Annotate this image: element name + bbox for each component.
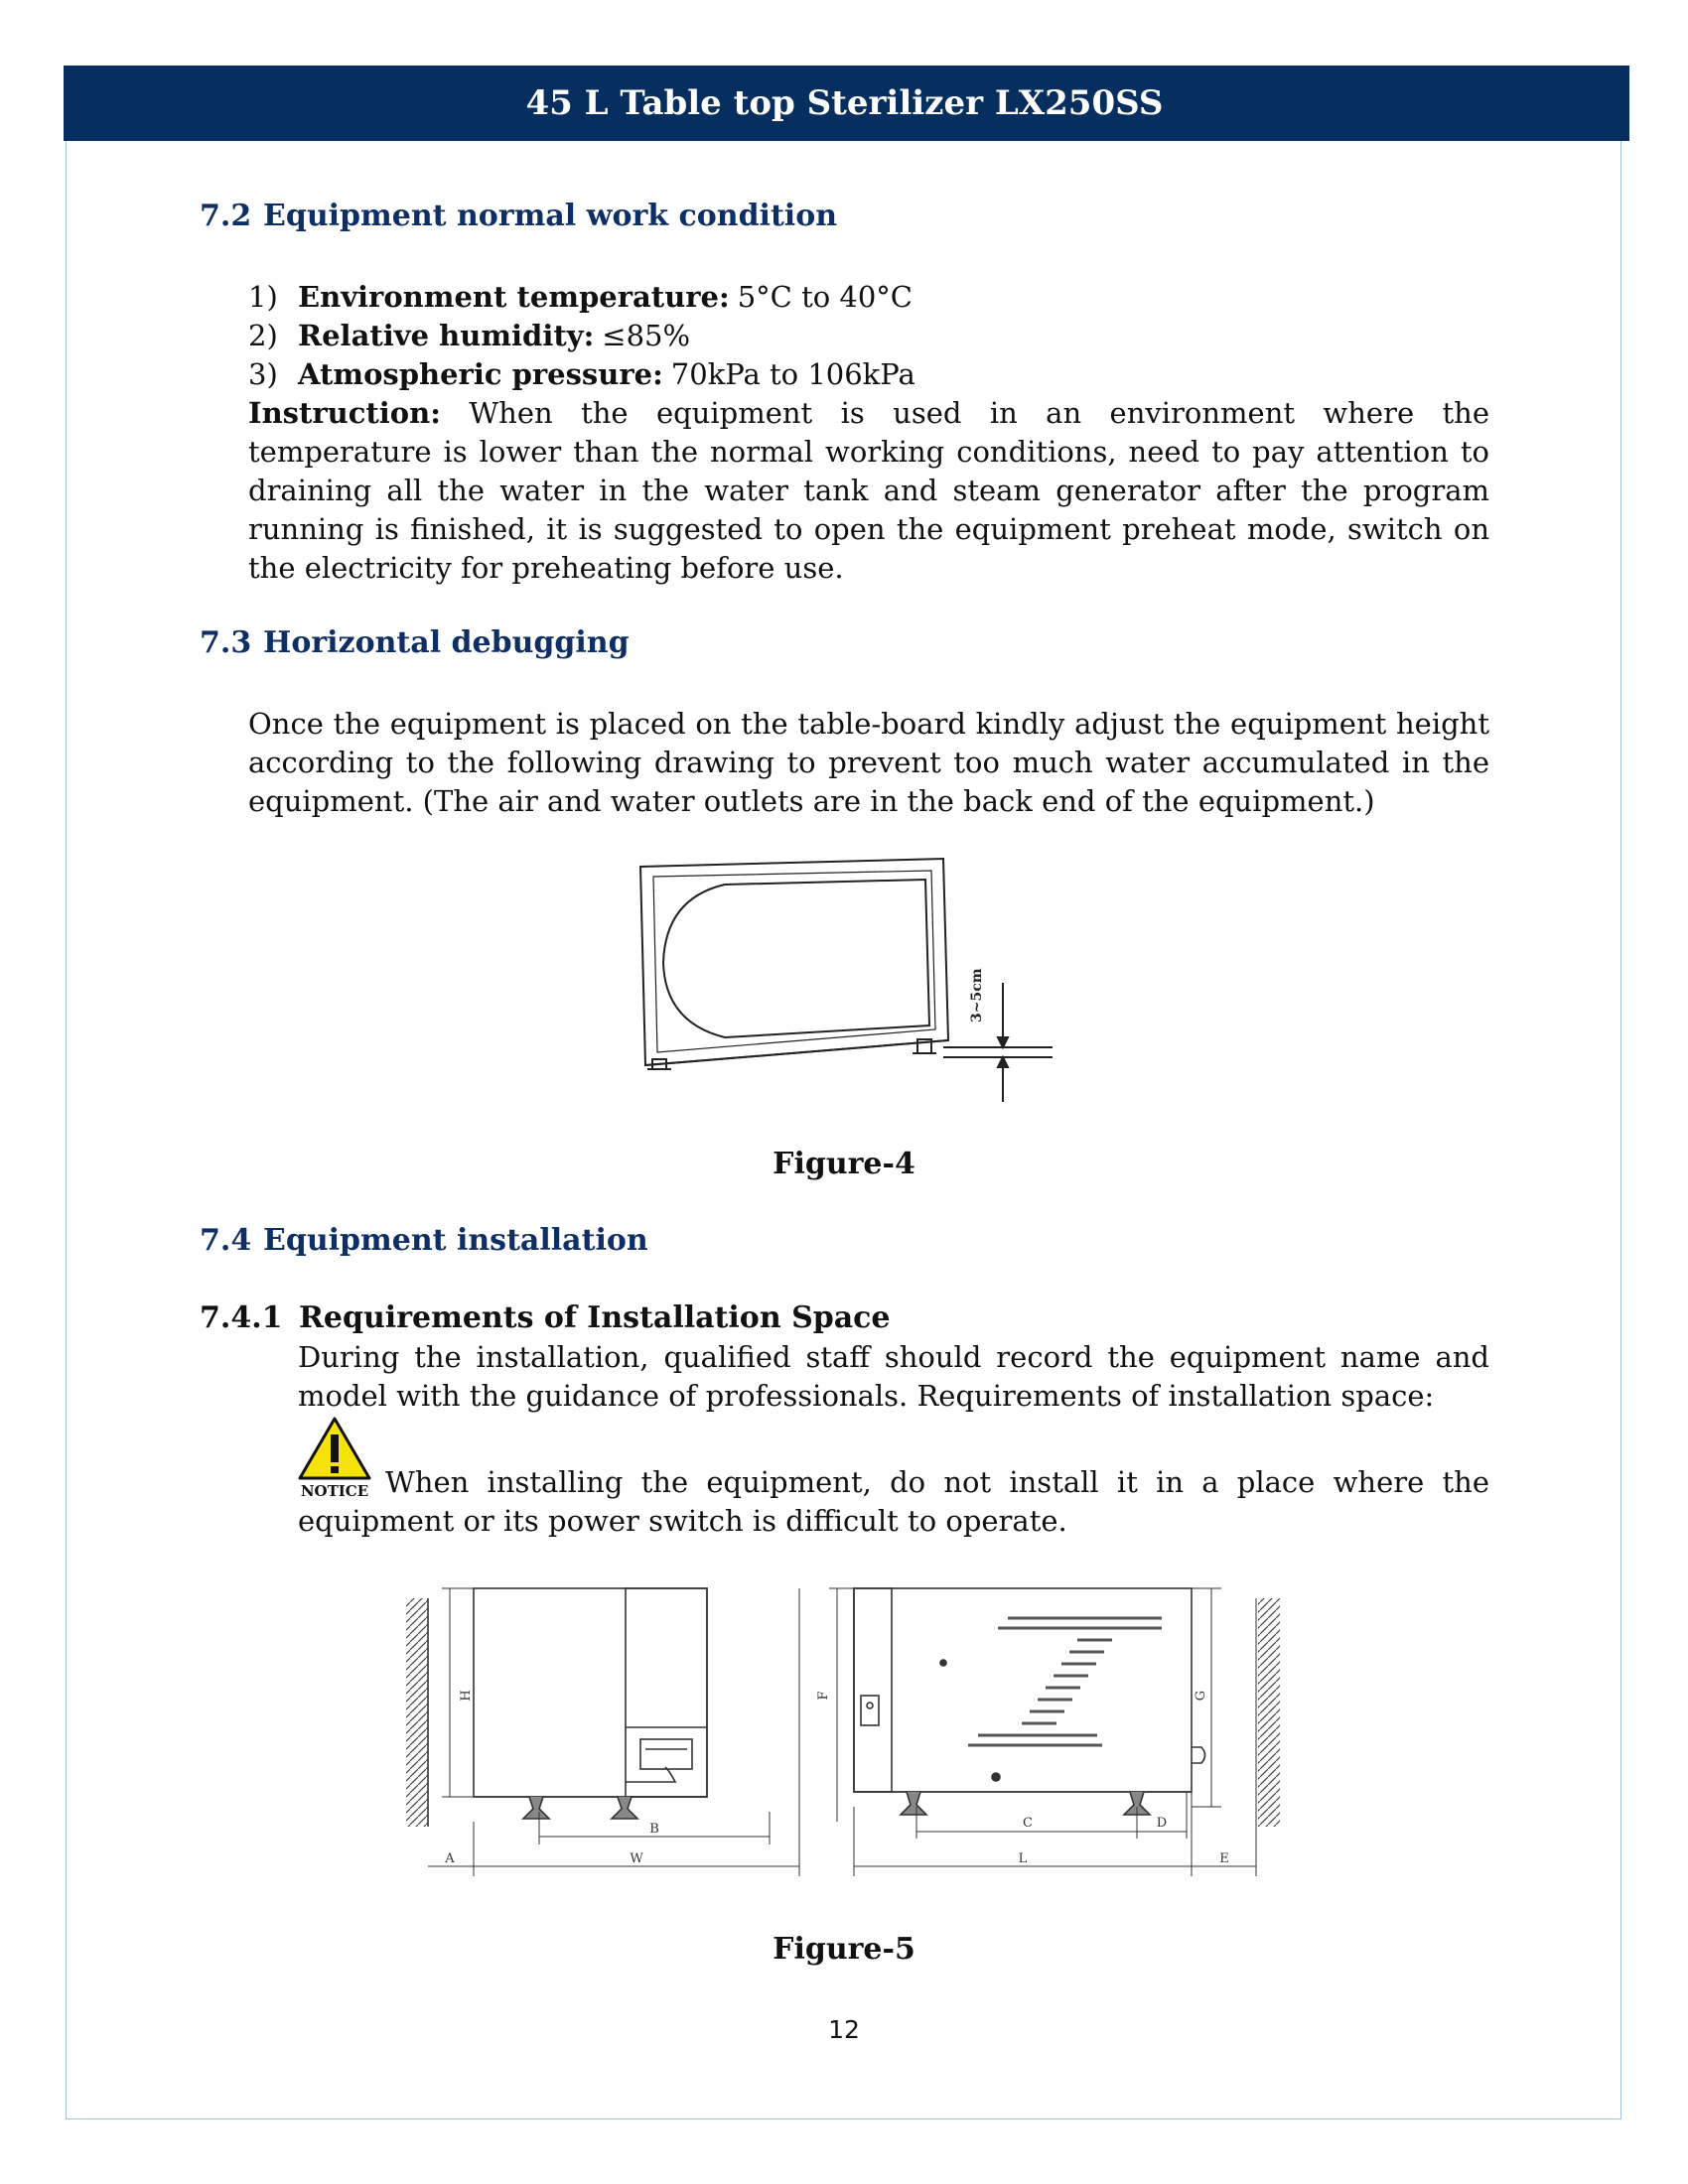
instruction-paragraph xyxy=(248,394,1489,588)
section-title: Equipment installation xyxy=(263,1223,648,1258)
door-outline xyxy=(663,880,929,1037)
figure-5-caption: Figure-5 xyxy=(773,1932,915,1967)
left-wall-hatch xyxy=(406,1598,428,1827)
notice-paragraph: When installing the equipment, do not install it in a place where the equipment or its power switch is difficult to operate. xyxy=(298,1465,1489,1538)
installation-paragraph: During the installation, qualified staff should record the equipment name and model with the guidance of professionals. Requirements of installation space: xyxy=(298,1340,1489,1413)
horizontal-debugging-paragraph: Once the equipment is placed on the table-board kindly adjust the equipment height according to the following drawing to prevent too much water accumulated in the equipment. (The air and water outlets are in the back end of the equipment.) xyxy=(248,707,1489,818)
list-item-value: 70kPa to 106kPa xyxy=(670,357,915,391)
dim-label-c: C xyxy=(1023,1816,1033,1831)
dim-label-e: E xyxy=(1219,1851,1229,1866)
section-number: 7.4 xyxy=(200,1223,252,1258)
side-view-body xyxy=(474,1588,707,1797)
section-heading-7-2 xyxy=(200,199,837,233)
list-item-label: Environment temperature: xyxy=(298,280,730,314)
page-number: 12 xyxy=(828,2015,860,2044)
document-header xyxy=(64,66,1625,141)
subsection-number: 7.4.1 xyxy=(200,1300,283,1335)
subsection-heading-7-4-1 xyxy=(200,1300,891,1335)
section-number: 7.3 xyxy=(200,625,252,660)
document-title: 45 L Table top Sterilizer LX250SS xyxy=(525,83,1164,123)
dim-label-a: A xyxy=(445,1851,455,1866)
dim-label-g: G xyxy=(1194,1690,1208,1702)
list-item: 1) Environment temperature: 5°C to 40°C xyxy=(248,278,1489,317)
subsection-title: Requirements of Installation Space xyxy=(299,1300,891,1335)
list-item-label: Atmospheric pressure: xyxy=(298,357,663,391)
figure-4-drawing xyxy=(626,849,1062,1107)
list-item-label: Relative humidity: xyxy=(298,319,595,352)
dim-label-f: F xyxy=(816,1691,831,1701)
figure-4-caption: Figure-4 xyxy=(773,1147,915,1181)
dim-label-l: L xyxy=(1018,1851,1028,1866)
section-heading-7-3 xyxy=(200,625,630,660)
dim-label-w: W xyxy=(630,1851,643,1866)
dim-label-d: D xyxy=(1156,1816,1168,1831)
list-item: 2) Relative humidity: ≤85% xyxy=(248,317,1489,355)
list-item-value: ≤85% xyxy=(602,319,691,352)
vent-pattern xyxy=(968,1618,1162,1745)
notice-label: NOTICE xyxy=(300,1482,369,1500)
section-title: Horizontal debugging xyxy=(263,625,630,660)
dim-label-h: H xyxy=(459,1690,474,1702)
work-condition-list xyxy=(248,278,1489,394)
figure-5-drawing xyxy=(402,1578,1296,1896)
dimension-label: 3~5cm xyxy=(969,968,985,1023)
list-item-value: 5°C to 40°C xyxy=(737,280,913,314)
dim-label-b: B xyxy=(649,1822,659,1837)
list-item: 3) Atmospheric pressure: 70kPa to 106kPa xyxy=(248,355,1489,394)
section-heading-7-4 xyxy=(200,1223,648,1258)
right-wall-hatch xyxy=(1258,1598,1280,1827)
instruction-text: When the equipment is used in an environment where the temperature is lower than the normal working conditions, need to pay attention to draining all the water in the water tank and steam generator after the program running is finished, it is suggested to open the equipment preheat mode, switch on the electricity for preheating before use. xyxy=(248,396,1490,585)
section-title: Equipment normal work condition xyxy=(263,199,838,233)
section-number: 7.2 xyxy=(200,199,252,233)
instruction-label: Instruction: xyxy=(248,396,441,430)
